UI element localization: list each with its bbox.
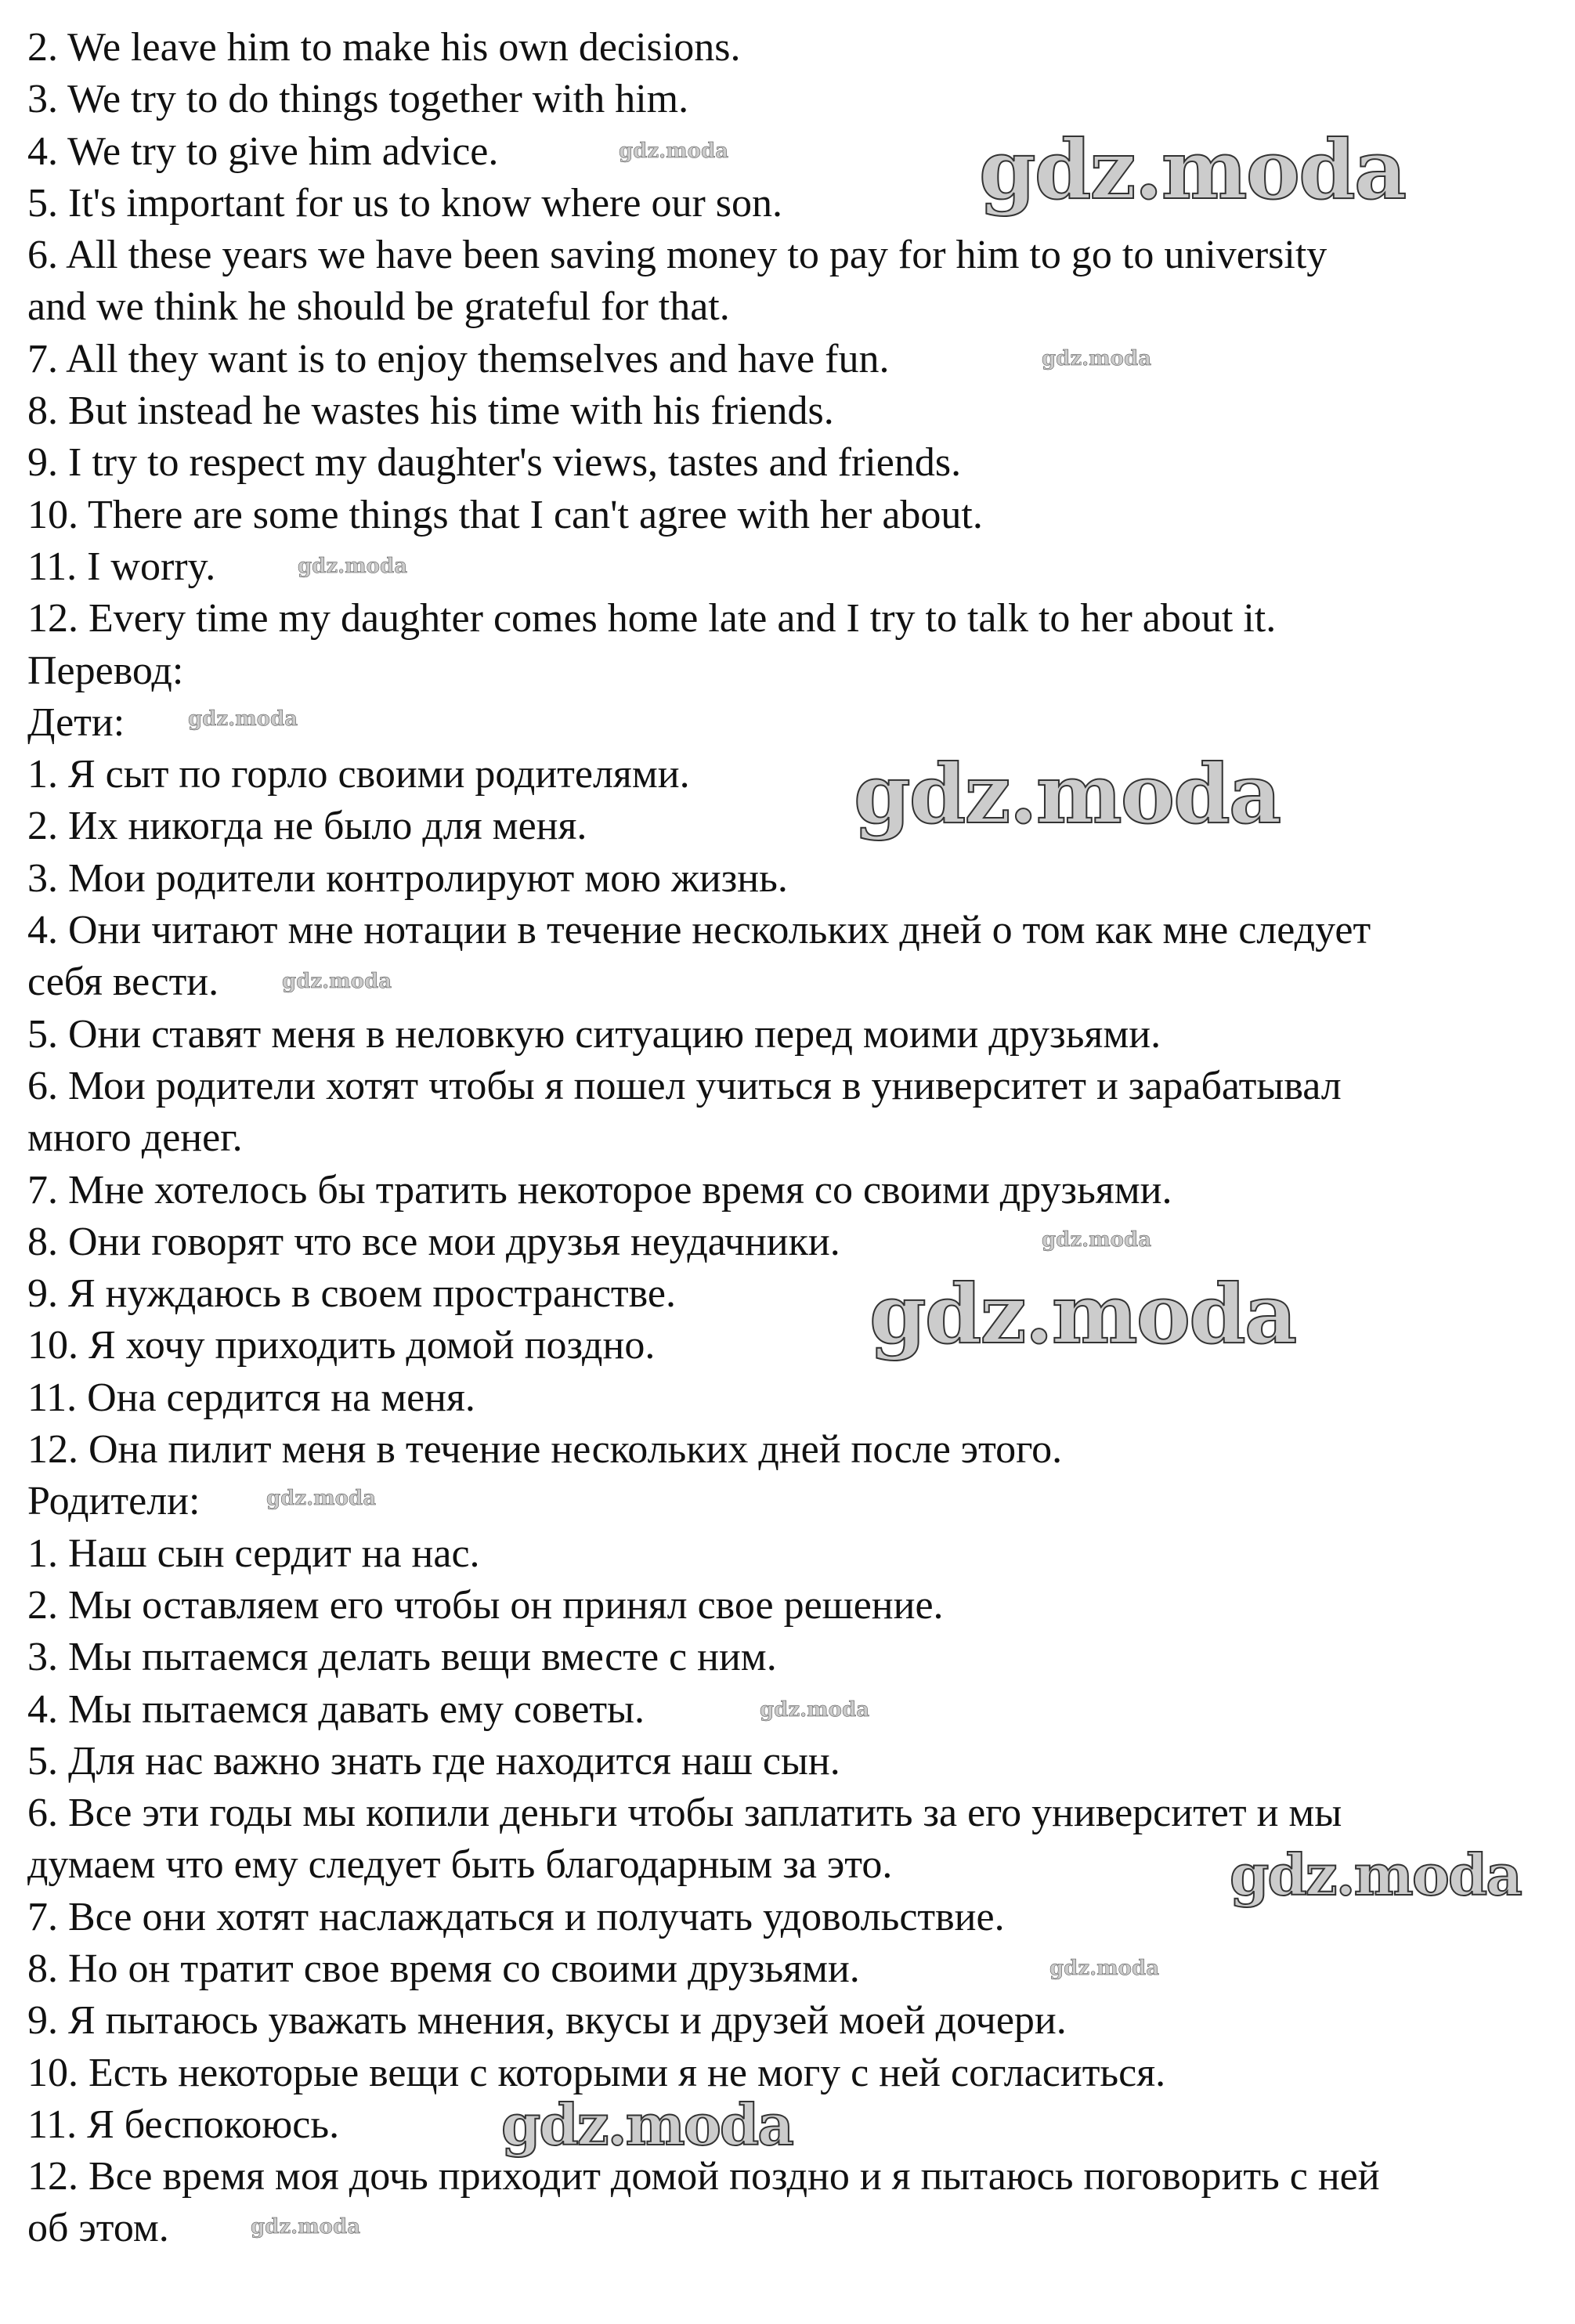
text-line: 6. All these years we have been saving money to pay for him to go to university	[27, 233, 1328, 278]
text-line: 2. Мы оставляем его чтобы он принял свое решение.	[27, 1582, 944, 1628]
text-line: 11. I worry.	[27, 544, 216, 589]
text-line: 12. Every time my daughter comes home late and I try to talk to her about it.	[27, 596, 1277, 642]
text-line: 12. Все время моя дочь приходит домой поздно и я пытаюсь поговорить с ней	[27, 2154, 1380, 2199]
text-line: 10. There are some things that I can't agree with her about.	[27, 492, 983, 537]
watermark-small: gdz.moda	[760, 1698, 870, 1722]
text-line: 1. Наш сын сердит на нас.	[27, 1531, 480, 1576]
text-line: себя вести.	[27, 960, 219, 1005]
text-line: 4. Мы пытаемся давать ему советы.	[27, 1686, 645, 1732]
text-line: 9. I try to respect my daughter's views, tastes and friends.	[27, 440, 962, 486]
text-line: 5. Для нас важно знать где находится наш сын.	[27, 1738, 840, 1784]
text-line: 1. Я сыт по горло своими родителями.	[27, 752, 690, 797]
text-line: 9. Я пытаюсь уважать мнения, вкусы и друзей моей дочери.	[27, 1998, 1067, 2044]
text-line: 7. Мне хотелось бы тратить некоторое время со своими друзьями.	[27, 1167, 1172, 1213]
watermark-small: gdz.moda	[1042, 347, 1152, 370]
text-line: Дети:	[27, 699, 125, 745]
text-line: 6. Все эти годы мы копили деньги чтобы заплатить за его университет и мы	[27, 1791, 1342, 1836]
watermark-small: gdz.moda	[1042, 1228, 1152, 1252]
watermark: gdz.moda	[1230, 1841, 1521, 1908]
watermark-small: gdz.moda	[619, 139, 729, 163]
text-line: and we think he should be grateful for that.	[27, 284, 730, 330]
watermark: gdz.moda	[979, 121, 1406, 218]
text-line: 7. All they want is to enjoy themselves and have fun.	[27, 336, 890, 381]
text-line: 6. Мои родители хотят чтобы я пошел учиться в университет и зарабатывал	[27, 1063, 1342, 1108]
text-line: думаем что ему следует быть благодарным за это.	[27, 1842, 893, 1888]
text-line: 4. Они читают мне нотации в течение нескольких дней о том как мне следует	[27, 908, 1371, 953]
text-line: Перевод:	[27, 648, 184, 693]
watermark-small: gdz.moda	[282, 970, 392, 993]
watermark: gdz.moda	[854, 746, 1281, 842]
watermark-small: gdz.moda	[266, 1487, 377, 1510]
watermark: gdz.moda	[869, 1266, 1296, 1362]
watermark-small: gdz.moda	[188, 707, 298, 731]
text-line: 3. Мои родители контролируют мою жизнь.	[27, 855, 788, 901]
text-line: 8. But instead he wastes his time with his friends.	[27, 389, 834, 434]
text-line: 10. Есть некоторые вещи с которыми я не могу с ней согласиться.	[27, 2050, 1166, 2095]
text-line: Родители:	[27, 1479, 200, 1524]
text-line: 8. Они говорят что все мои друзья неудачники.	[27, 1219, 840, 1264]
text-line: 11. Она сердится на меня.	[27, 1375, 475, 1420]
text-line: 8. Но он тратит свое время со своими друзьями.	[27, 1946, 860, 1991]
text-line: 5. Они ставят меня в неловкую ситуацию перед моими друзьями.	[27, 1011, 1161, 1057]
text-line: 7. Все они хотят наслаждаться и получать удовольствие.	[27, 1894, 1005, 1939]
text-line: много денег.	[27, 1115, 243, 1161]
text-line: 10. Я хочу приходить домой поздно.	[27, 1323, 656, 1368]
text-line: 3. Мы пытаемся делать вещи вместе с ним.	[27, 1635, 777, 1680]
text-line: 2. We leave him to make his own decisions.	[27, 25, 741, 70]
text-line: 5. It's important for us to know where our son.	[27, 180, 783, 226]
document-text	[27, 22, 1570, 2255]
text-line: 3. We try to do things together with him.	[27, 77, 689, 122]
text-line: 9. Я нуждаюсь в своем пространстве.	[27, 1271, 676, 1317]
text-line: 11. Я беспокоюсь.	[27, 2102, 340, 2147]
watermark-small: gdz.moda	[1049, 1957, 1160, 1980]
text-line: 2. Их никогда не было для меня.	[27, 804, 587, 849]
watermark-small: gdz.moda	[251, 2215, 361, 2239]
watermark: gdz.moda	[501, 2091, 793, 2158]
watermark-small: gdz.moda	[298, 555, 408, 578]
text-line: 12. Она пилит меня в течение нескольких дней после этого.	[27, 1427, 1063, 1473]
text-line: 4. We try to give him advice.	[27, 128, 499, 174]
text-line: об этом.	[27, 2206, 169, 2251]
